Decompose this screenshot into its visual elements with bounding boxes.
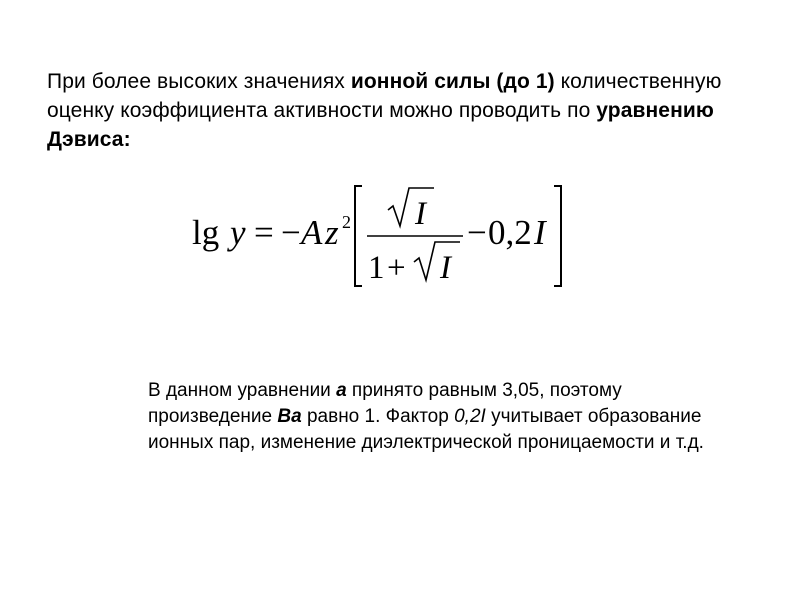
left-bracket xyxy=(355,186,362,286)
formula-A: A xyxy=(301,213,323,252)
formula-coefficient: 0,2 xyxy=(488,213,532,252)
intro-bold-davies-equation: уравнению Дэвиса: xyxy=(47,99,714,151)
formula-y: y xyxy=(230,213,246,252)
intro-text-2: количественную оценку коэффициента активности можно проводить по xyxy=(47,70,722,122)
note-text-3: равно 1. Фактор xyxy=(301,406,455,427)
note-text-4: учитывает образование ионных пар, изменение диэлектрической проницаемости и т.д. xyxy=(148,406,704,453)
note-factor: 0,2I xyxy=(454,406,486,427)
note-paragraph xyxy=(148,378,728,456)
formula-denominator-plus: + xyxy=(387,250,406,286)
denominator-sqrt-sign xyxy=(414,242,460,280)
formula-z: z xyxy=(325,213,339,252)
intro-paragraph xyxy=(47,67,775,154)
formula-minus: − xyxy=(281,213,301,252)
formula-denominator-one: 1 xyxy=(368,250,385,286)
intro-bold-ionic-strength: ионной силы (до 1) xyxy=(350,70,555,93)
formula-numerator-I: I xyxy=(415,196,426,232)
intro-text-1: При более высоких значениях xyxy=(47,70,351,93)
formula-svg xyxy=(190,182,570,294)
formula-minus-2: − xyxy=(467,213,487,252)
formula-denominator-I: I xyxy=(440,250,451,286)
note-text-1: В данном уравнении xyxy=(148,380,337,401)
davies-equation-formula xyxy=(190,182,570,294)
formula-coefficient-I: I xyxy=(534,213,546,252)
formula-equals: = xyxy=(254,213,274,252)
note-symbol-a: a xyxy=(336,380,347,401)
note-text-2: принято равным 3,05, поэтому произведение xyxy=(148,380,622,427)
right-bracket xyxy=(554,186,561,286)
note-symbol-Ba: Ba xyxy=(277,406,302,427)
numerator-sqrt-sign xyxy=(388,188,434,226)
formula-lg: lg xyxy=(192,213,220,252)
formula-exponent: 2 xyxy=(342,212,351,232)
